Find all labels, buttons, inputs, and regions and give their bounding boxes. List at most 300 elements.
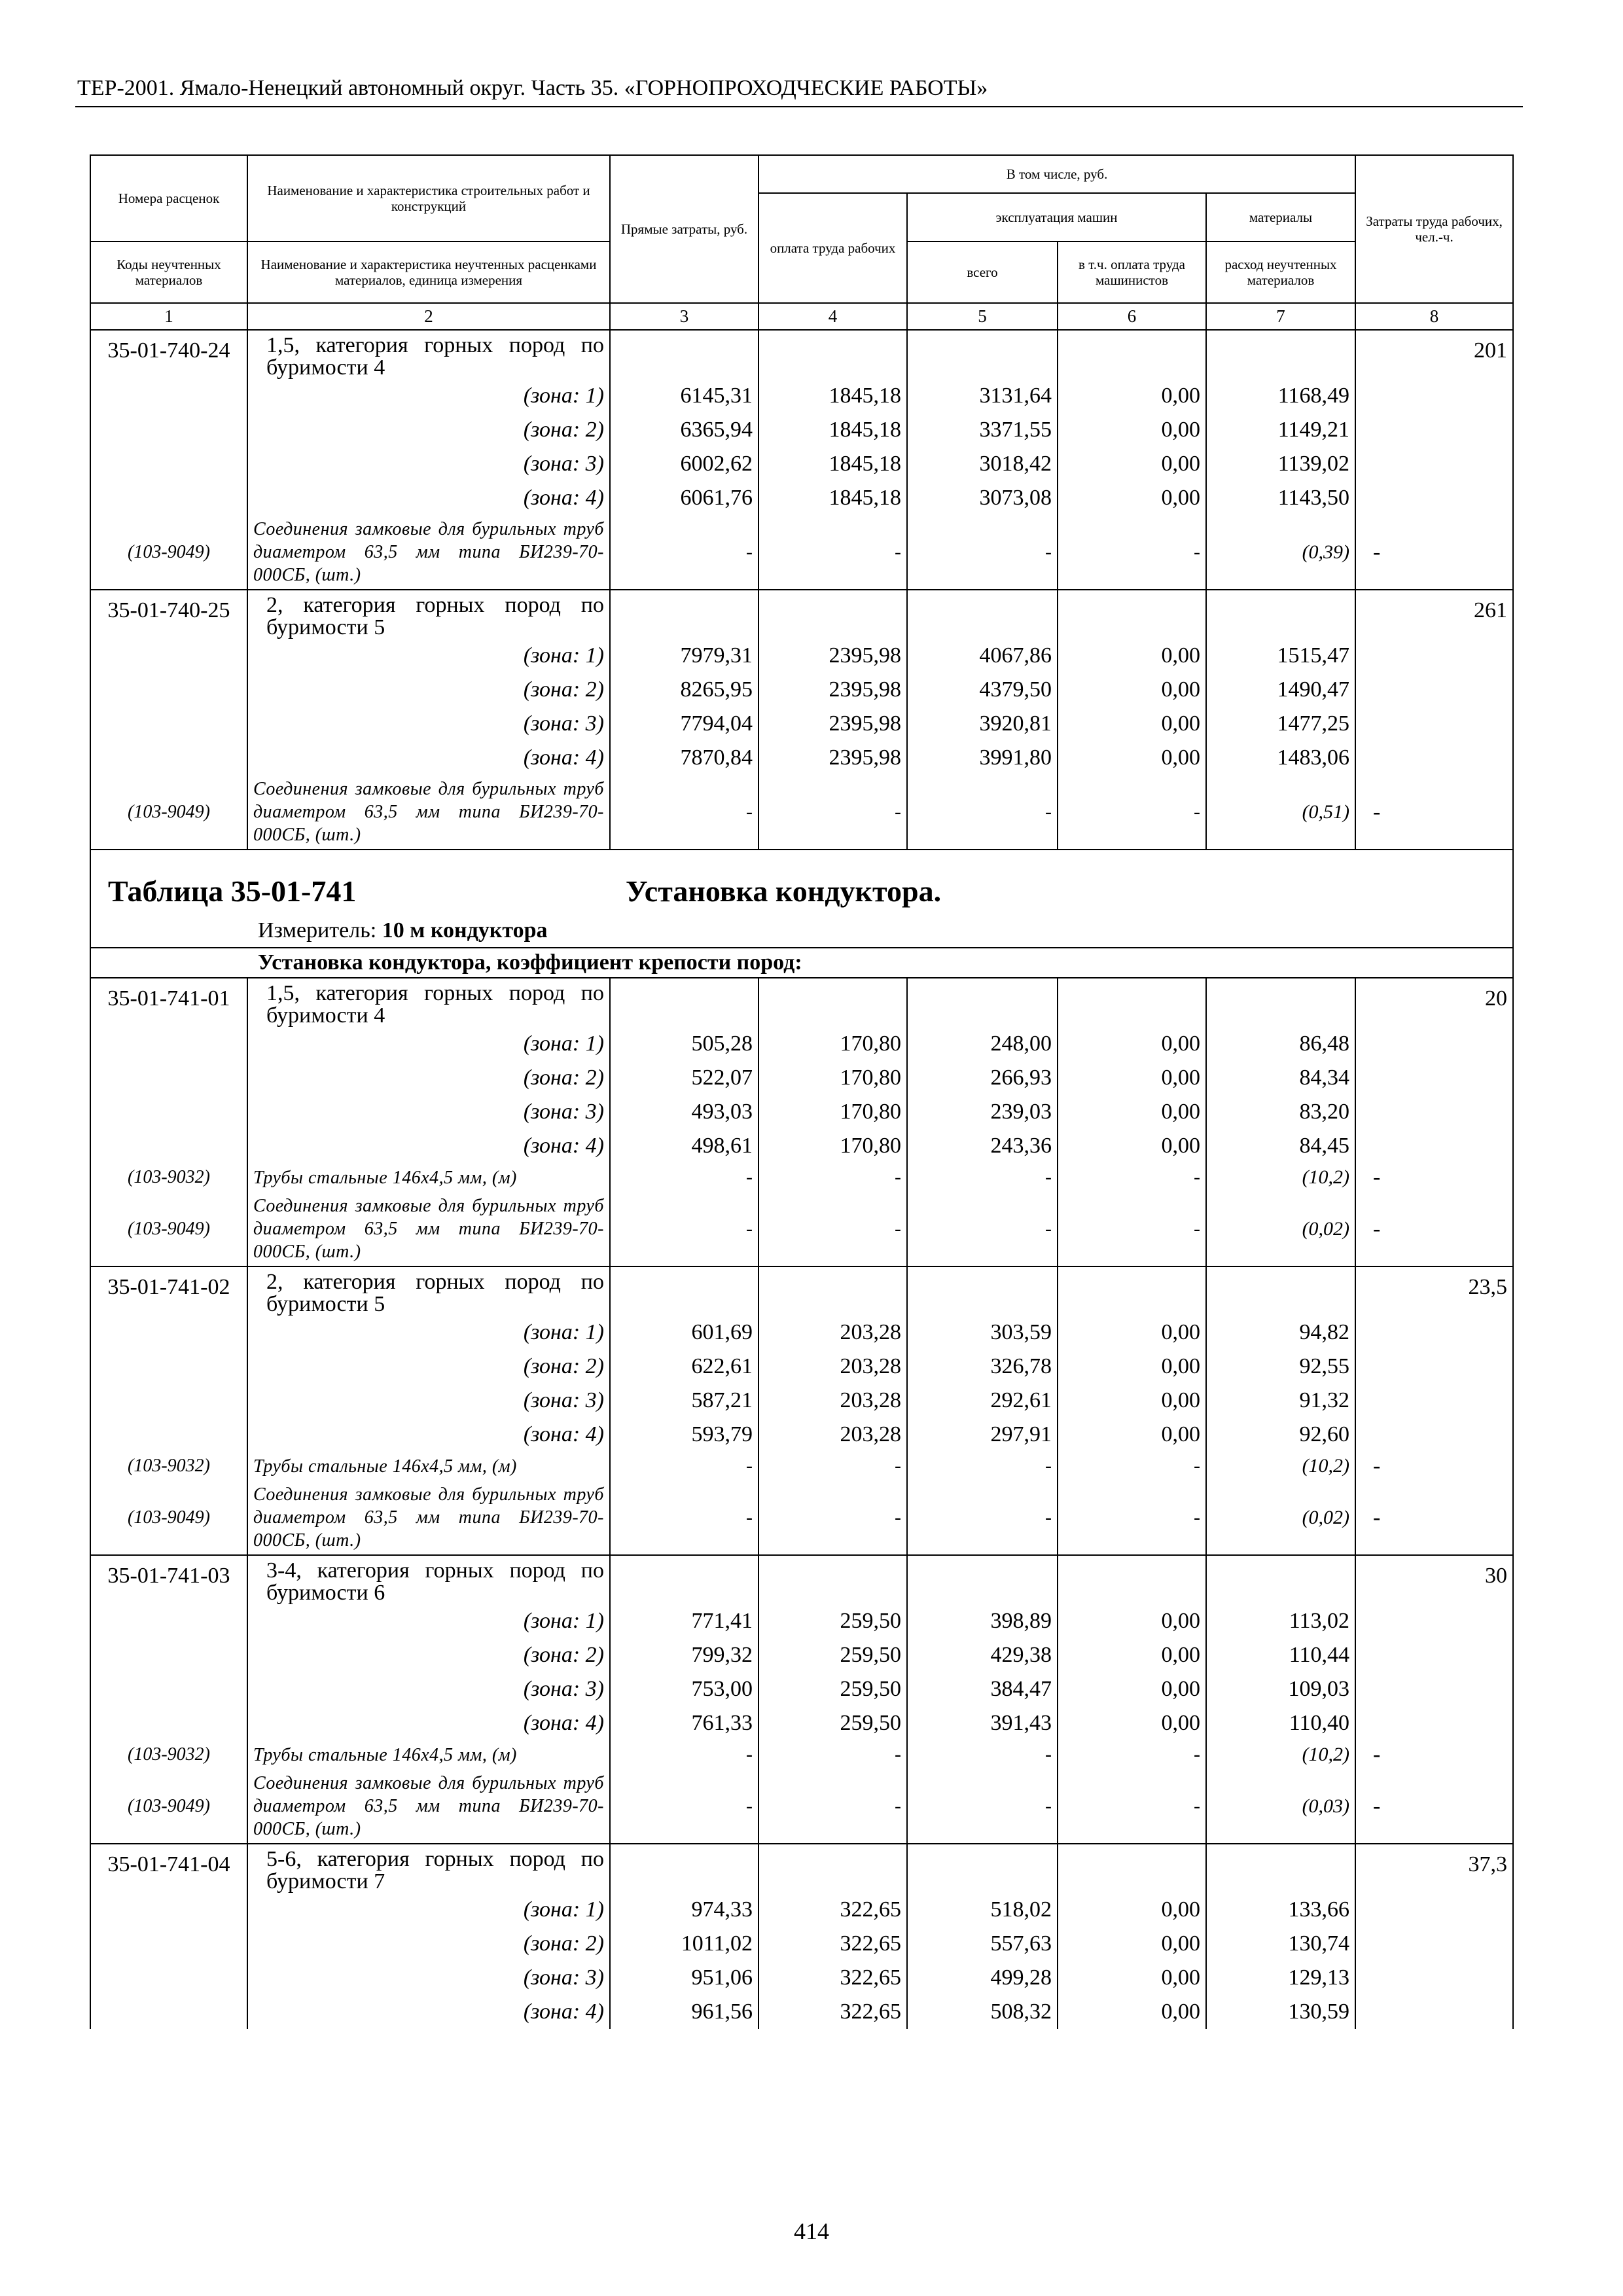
machine-cost: 3991,80 bbox=[907, 741, 1058, 775]
empty-cell bbox=[610, 590, 758, 639]
column-number-row bbox=[90, 303, 1513, 330]
direct-cost: 593,79 bbox=[610, 1418, 758, 1452]
zone-row bbox=[90, 1927, 1513, 1961]
machine-cost: 3073,08 bbox=[907, 481, 1058, 515]
zone-label: (зона: 2) bbox=[247, 1638, 610, 1672]
zone-row bbox=[90, 1061, 1513, 1095]
material-labor: - bbox=[1355, 1192, 1513, 1266]
material-dash: - bbox=[610, 1480, 758, 1555]
operator-wages: 0,00 bbox=[1058, 1604, 1206, 1638]
empty-cell bbox=[90, 379, 247, 413]
material-name: Соединения замковые для бурильных труб диаметром 63,5 мм типа БИ239-70-000СБ, (шт.) bbox=[247, 775, 610, 850]
empty-cell bbox=[90, 741, 247, 775]
material-dash: - bbox=[758, 1163, 907, 1192]
worker-wages: 1845,18 bbox=[758, 379, 907, 413]
zone-label: (зона: 1) bbox=[247, 1027, 610, 1061]
zone-row bbox=[90, 447, 1513, 481]
worker-wages: 2395,98 bbox=[758, 673, 907, 707]
operator-wages: 0,00 bbox=[1058, 1350, 1206, 1384]
materials-cost: 86,48 bbox=[1206, 1027, 1355, 1061]
rate-description: 1,5, категория горных пород по буримости 4 bbox=[247, 330, 610, 379]
material-dash: - bbox=[907, 1769, 1058, 1844]
operator-wages: 0,00 bbox=[1058, 1061, 1206, 1095]
material-dash: - bbox=[758, 775, 907, 850]
header-material-names: Наименование и характеристика неучтенных расценками материалов, единица измерения bbox=[247, 242, 610, 303]
empty-cell bbox=[610, 1555, 758, 1604]
empty-cell bbox=[1355, 1027, 1513, 1061]
material-dash: - bbox=[907, 515, 1058, 590]
material-dash: - bbox=[1058, 1192, 1206, 1266]
zone-row bbox=[90, 1384, 1513, 1418]
empty-cell bbox=[1355, 1604, 1513, 1638]
empty-cell bbox=[1355, 1961, 1513, 1995]
material-dash: - bbox=[610, 515, 758, 590]
zone-row bbox=[90, 1316, 1513, 1350]
empty-cell bbox=[1355, 1316, 1513, 1350]
labor-cost: 30 bbox=[1355, 1555, 1513, 1604]
labor-cost: 20 bbox=[1355, 978, 1513, 1027]
column-number: 3 bbox=[610, 303, 758, 330]
header-direct-costs: Прямые затраты, руб. bbox=[610, 155, 758, 303]
direct-cost: 771,41 bbox=[610, 1604, 758, 1638]
empty-cell bbox=[610, 1844, 758, 1893]
direct-cost: 7870,84 bbox=[610, 741, 758, 775]
worker-wages: 2395,98 bbox=[758, 741, 907, 775]
machine-cost: 248,00 bbox=[907, 1027, 1058, 1061]
worker-wages: 2395,98 bbox=[758, 707, 907, 741]
direct-cost: 753,00 bbox=[610, 1672, 758, 1706]
zone-label: (зона: 1) bbox=[247, 1316, 610, 1350]
material-quantity: (0,02) bbox=[1206, 1192, 1355, 1266]
zone-label: (зона: 3) bbox=[247, 447, 610, 481]
material-quantity: (10,2) bbox=[1206, 1740, 1355, 1769]
direct-cost: 587,21 bbox=[610, 1384, 758, 1418]
material-dash: - bbox=[907, 775, 1058, 850]
operator-wages: 0,00 bbox=[1058, 1638, 1206, 1672]
worker-wages: 2395,98 bbox=[758, 639, 907, 673]
empty-cell bbox=[90, 1672, 247, 1706]
column-number: 8 bbox=[1355, 303, 1513, 330]
header-rate-number: Номера расценок bbox=[90, 155, 247, 242]
material-dash: - bbox=[907, 1480, 1058, 1555]
empty-cell bbox=[1058, 330, 1206, 379]
operator-wages: 0,00 bbox=[1058, 1961, 1206, 1995]
column-number: 1 bbox=[90, 303, 247, 330]
header-wages: оплата труда рабочих bbox=[758, 193, 907, 303]
worker-wages: 322,65 bbox=[758, 1995, 907, 2029]
machine-cost: 3018,42 bbox=[907, 447, 1058, 481]
zone-label: (зона: 1) bbox=[247, 639, 610, 673]
labor-cost: 261 bbox=[1355, 590, 1513, 639]
material-code: (103-9032) bbox=[90, 1163, 247, 1192]
operator-wages: 0,00 bbox=[1058, 1316, 1206, 1350]
direct-cost: 8265,95 bbox=[610, 673, 758, 707]
material-dash: - bbox=[1058, 775, 1206, 850]
material-name: Соединения замковые для бурильных труб диаметром 63,5 мм типа БИ239-70-000СБ, (шт.) bbox=[247, 515, 610, 590]
materials-cost: 92,55 bbox=[1206, 1350, 1355, 1384]
empty-cell bbox=[90, 1027, 247, 1061]
header-labor-costs: Затраты труда рабочих, чел.-ч. bbox=[1355, 155, 1513, 303]
empty-cell bbox=[90, 1316, 247, 1350]
operator-wages: 0,00 bbox=[1058, 1095, 1206, 1129]
empty-cell bbox=[758, 1844, 907, 1893]
table-body-740 bbox=[90, 330, 1513, 850]
empty-cell bbox=[1355, 1893, 1513, 1927]
direct-cost: 498,61 bbox=[610, 1129, 758, 1163]
empty-cell bbox=[1058, 978, 1206, 1027]
table-header bbox=[90, 155, 1513, 330]
material-code: (103-9049) bbox=[90, 515, 247, 590]
machine-cost: 518,02 bbox=[907, 1893, 1058, 1927]
material-name: Трубы стальные 146х4,5 мм, (м) bbox=[247, 1163, 610, 1192]
machine-cost: 3920,81 bbox=[907, 707, 1058, 741]
column-number: 4 bbox=[758, 303, 907, 330]
empty-cell bbox=[907, 330, 1058, 379]
rates-table-container bbox=[90, 154, 1512, 2029]
zone-row bbox=[90, 673, 1513, 707]
machine-cost: 508,32 bbox=[907, 1995, 1058, 2029]
empty-cell bbox=[90, 1961, 247, 1995]
machine-cost: 3131,64 bbox=[907, 379, 1058, 413]
zone-row bbox=[90, 1638, 1513, 1672]
empty-cell bbox=[907, 1555, 1058, 1604]
operator-wages: 0,00 bbox=[1058, 481, 1206, 515]
zone-label: (зона: 3) bbox=[247, 707, 610, 741]
column-number: 5 bbox=[907, 303, 1058, 330]
materials-cost: 129,13 bbox=[1206, 1961, 1355, 1995]
worker-wages: 322,65 bbox=[758, 1927, 907, 1961]
operator-wages: 0,00 bbox=[1058, 707, 1206, 741]
zone-row bbox=[90, 1604, 1513, 1638]
worker-wages: 203,28 bbox=[758, 1316, 907, 1350]
zone-row bbox=[90, 1893, 1513, 1927]
empty-cell bbox=[90, 1638, 247, 1672]
material-row bbox=[90, 1480, 1513, 1555]
materials-cost: 1483,06 bbox=[1206, 741, 1355, 775]
zone-label: (зона: 3) bbox=[247, 1095, 610, 1129]
zone-label: (зона: 4) bbox=[247, 1418, 610, 1452]
empty-cell bbox=[1355, 1418, 1513, 1452]
empty-cell bbox=[90, 481, 247, 515]
material-dash: - bbox=[758, 1769, 907, 1844]
rate-row bbox=[90, 1844, 1513, 1893]
worker-wages: 1845,18 bbox=[758, 481, 907, 515]
materials-cost: 94,82 bbox=[1206, 1316, 1355, 1350]
zone-label: (зона: 3) bbox=[247, 1672, 610, 1706]
material-quantity: (10,2) bbox=[1206, 1163, 1355, 1192]
empty-cell bbox=[1206, 590, 1355, 639]
material-dash: - bbox=[758, 1452, 907, 1480]
material-row bbox=[90, 515, 1513, 590]
zone-label: (зона: 1) bbox=[247, 1893, 610, 1927]
material-name: Трубы стальные 146х4,5 мм, (м) bbox=[247, 1452, 610, 1480]
empty-cell bbox=[1206, 1844, 1355, 1893]
rate-description: 2, категория горных пород по буримости 5 bbox=[247, 1266, 610, 1316]
empty-cell bbox=[90, 413, 247, 447]
materials-cost: 84,45 bbox=[1206, 1129, 1355, 1163]
material-dash: - bbox=[1058, 1480, 1206, 1555]
worker-wages: 259,50 bbox=[758, 1638, 907, 1672]
header-machines-total: всего bbox=[907, 242, 1058, 303]
empty-cell bbox=[90, 1418, 247, 1452]
operator-wages: 0,00 bbox=[1058, 673, 1206, 707]
zone-label: (зона: 4) bbox=[247, 481, 610, 515]
empty-cell bbox=[1355, 1350, 1513, 1384]
material-labor: - bbox=[1355, 1740, 1513, 1769]
rate-row bbox=[90, 978, 1513, 1027]
rates-table bbox=[90, 154, 1514, 2029]
direct-cost: 7979,31 bbox=[610, 639, 758, 673]
empty-cell bbox=[1355, 379, 1513, 413]
material-dash: - bbox=[610, 1740, 758, 1769]
materials-cost: 109,03 bbox=[1206, 1672, 1355, 1706]
material-quantity: (0,39) bbox=[1206, 515, 1355, 590]
rate-row bbox=[90, 590, 1513, 639]
materials-cost: 1143,50 bbox=[1206, 481, 1355, 515]
worker-wages: 170,80 bbox=[758, 1095, 907, 1129]
zone-label: (зона: 2) bbox=[247, 413, 610, 447]
zone-row bbox=[90, 413, 1513, 447]
machine-cost: 292,61 bbox=[907, 1384, 1058, 1418]
zone-label: (зона: 4) bbox=[247, 1706, 610, 1740]
empty-cell bbox=[1206, 1266, 1355, 1316]
operator-wages: 0,00 bbox=[1058, 741, 1206, 775]
measure-label: Измеритель: bbox=[258, 918, 377, 943]
material-labor: - bbox=[1355, 1452, 1513, 1480]
materials-cost: 91,32 bbox=[1206, 1384, 1355, 1418]
worker-wages: 203,28 bbox=[758, 1384, 907, 1418]
empty-cell bbox=[1355, 707, 1513, 741]
empty-cell bbox=[1355, 481, 1513, 515]
materials-cost: 84,34 bbox=[1206, 1061, 1355, 1095]
empty-cell bbox=[1206, 330, 1355, 379]
zone-row bbox=[90, 1129, 1513, 1163]
empty-cell bbox=[90, 1927, 247, 1961]
machine-cost: 297,91 bbox=[907, 1418, 1058, 1452]
material-name: Трубы стальные 146х4,5 мм, (м) bbox=[247, 1740, 610, 1769]
header-unaccounted-materials: расход неучтенных материалов bbox=[1206, 242, 1355, 303]
worker-wages: 322,65 bbox=[758, 1893, 907, 1927]
material-code: (103-9049) bbox=[90, 1769, 247, 1844]
direct-cost: 951,06 bbox=[610, 1961, 758, 1995]
worker-wages: 259,50 bbox=[758, 1672, 907, 1706]
labor-cost: 201 bbox=[1355, 330, 1513, 379]
operator-wages: 0,00 bbox=[1058, 413, 1206, 447]
materials-cost: 1515,47 bbox=[1206, 639, 1355, 673]
header-machines-group: эксплуатация машин bbox=[907, 193, 1206, 242]
material-dash: - bbox=[1058, 1740, 1206, 1769]
worker-wages: 170,80 bbox=[758, 1129, 907, 1163]
empty-cell bbox=[1355, 1638, 1513, 1672]
empty-cell bbox=[90, 707, 247, 741]
operator-wages: 0,00 bbox=[1058, 1418, 1206, 1452]
material-labor: - bbox=[1355, 1163, 1513, 1192]
machine-cost: 429,38 bbox=[907, 1638, 1058, 1672]
header-materials-group: материалы bbox=[1206, 193, 1355, 242]
empty-cell bbox=[90, 447, 247, 481]
empty-cell bbox=[90, 1893, 247, 1927]
material-labor: - bbox=[1355, 775, 1513, 850]
material-row bbox=[90, 1452, 1513, 1480]
rate-row bbox=[90, 1266, 1513, 1316]
empty-cell bbox=[90, 1350, 247, 1384]
worker-wages: 170,80 bbox=[758, 1027, 907, 1061]
material-dash: - bbox=[610, 1163, 758, 1192]
material-dash: - bbox=[610, 1452, 758, 1480]
material-dash: - bbox=[758, 1480, 907, 1555]
empty-cell bbox=[90, 1995, 247, 2029]
zone-row bbox=[90, 1027, 1513, 1061]
section-title: Установка кондуктора, коэффициент крепости пород: bbox=[90, 948, 1513, 978]
zone-row bbox=[90, 1995, 1513, 2029]
zone-label: (зона: 2) bbox=[247, 1350, 610, 1384]
material-dash: - bbox=[1058, 515, 1206, 590]
worker-wages: 1845,18 bbox=[758, 447, 907, 481]
operator-wages: 0,00 bbox=[1058, 1927, 1206, 1961]
operator-wages: 0,00 bbox=[1058, 1027, 1206, 1061]
machine-cost: 3371,55 bbox=[907, 413, 1058, 447]
material-name: Соединения замковые для бурильных труб диаметром 63,5 мм типа БИ239-70-000СБ, (шт.) bbox=[247, 1769, 610, 1844]
machine-cost: 4379,50 bbox=[907, 673, 1058, 707]
material-dash: - bbox=[1058, 1769, 1206, 1844]
zone-row bbox=[90, 1095, 1513, 1129]
material-dash: - bbox=[610, 775, 758, 850]
zone-row bbox=[90, 1672, 1513, 1706]
material-quantity: (0,02) bbox=[1206, 1480, 1355, 1555]
material-code: (103-9049) bbox=[90, 1480, 247, 1555]
zone-label: (зона: 3) bbox=[247, 1961, 610, 1995]
material-dash: - bbox=[907, 1740, 1058, 1769]
empty-cell bbox=[758, 1555, 907, 1604]
empty-cell bbox=[1355, 673, 1513, 707]
header-material-codes: Коды неучтенных материалов bbox=[90, 242, 247, 303]
material-labor: - bbox=[1355, 1480, 1513, 1555]
rate-code: 35-01-741-02 bbox=[90, 1266, 247, 1316]
rate-description: 1,5, категория горных пород по буримости 4 bbox=[247, 978, 610, 1027]
rate-code: 35-01-741-01 bbox=[90, 978, 247, 1027]
material-row bbox=[90, 775, 1513, 850]
machine-cost: 266,93 bbox=[907, 1061, 1058, 1095]
table-number: Таблица 35-01-741 bbox=[108, 874, 357, 908]
direct-cost: 493,03 bbox=[610, 1095, 758, 1129]
material-dash: - bbox=[1058, 1163, 1206, 1192]
material-code: (103-9032) bbox=[90, 1740, 247, 1769]
empty-cell bbox=[1355, 1095, 1513, 1129]
material-dash: - bbox=[907, 1192, 1058, 1266]
operator-wages: 0,00 bbox=[1058, 447, 1206, 481]
zone-row bbox=[90, 707, 1513, 741]
zone-label: (зона: 2) bbox=[247, 1927, 610, 1961]
empty-cell bbox=[1058, 1266, 1206, 1316]
operator-wages: 0,00 bbox=[1058, 379, 1206, 413]
empty-cell bbox=[610, 978, 758, 1027]
direct-cost: 601,69 bbox=[610, 1316, 758, 1350]
empty-cell bbox=[90, 673, 247, 707]
worker-wages: 203,28 bbox=[758, 1350, 907, 1384]
running-header: ТЕР-2001. Ямало-Ненецкий автономный округ. Часть 35. «ГОРНОПРОХОДЧЕСКИЕ РАБОТЫ» bbox=[77, 76, 988, 100]
material-code: (103-9049) bbox=[90, 1192, 247, 1266]
operator-wages: 0,00 bbox=[1058, 1384, 1206, 1418]
table-title-block bbox=[90, 850, 1513, 978]
machine-cost: 557,63 bbox=[907, 1927, 1058, 1961]
empty-cell bbox=[1355, 741, 1513, 775]
machine-cost: 391,43 bbox=[907, 1706, 1058, 1740]
empty-cell bbox=[90, 1706, 247, 1740]
empty-cell bbox=[1355, 1384, 1513, 1418]
zone-row bbox=[90, 639, 1513, 673]
empty-cell bbox=[90, 1384, 247, 1418]
direct-cost: 6002,62 bbox=[610, 447, 758, 481]
material-quantity: (0,51) bbox=[1206, 775, 1355, 850]
zone-row bbox=[90, 1418, 1513, 1452]
zone-row bbox=[90, 1961, 1513, 1995]
materials-cost: 92,60 bbox=[1206, 1418, 1355, 1452]
zone-label: (зона: 4) bbox=[247, 1995, 610, 2029]
material-dash: - bbox=[907, 1163, 1058, 1192]
materials-cost: 110,44 bbox=[1206, 1638, 1355, 1672]
zone-row bbox=[90, 379, 1513, 413]
materials-cost: 130,74 bbox=[1206, 1927, 1355, 1961]
empty-cell bbox=[90, 1129, 247, 1163]
table-body-741 bbox=[90, 978, 1513, 2029]
zone-row bbox=[90, 1706, 1513, 1740]
material-row bbox=[90, 1769, 1513, 1844]
machine-cost: 326,78 bbox=[907, 1350, 1058, 1384]
material-dash: - bbox=[758, 515, 907, 590]
direct-cost: 622,61 bbox=[610, 1350, 758, 1384]
labor-cost: 23,5 bbox=[1355, 1266, 1513, 1316]
zone-row bbox=[90, 1350, 1513, 1384]
empty-cell bbox=[1355, 639, 1513, 673]
worker-wages: 259,50 bbox=[758, 1604, 907, 1638]
rate-code: 35-01-740-24 bbox=[90, 330, 247, 379]
material-dash: - bbox=[907, 1452, 1058, 1480]
direct-cost: 961,56 bbox=[610, 1995, 758, 2029]
rate-row bbox=[90, 330, 1513, 379]
direct-cost: 522,07 bbox=[610, 1061, 758, 1095]
material-labor: - bbox=[1355, 1769, 1513, 1844]
machine-cost: 499,28 bbox=[907, 1961, 1058, 1995]
column-number: 6 bbox=[1058, 303, 1206, 330]
direct-cost: 505,28 bbox=[610, 1027, 758, 1061]
zone-label: (зона: 1) bbox=[247, 1604, 610, 1638]
empty-cell bbox=[907, 1844, 1058, 1893]
empty-cell bbox=[1355, 1672, 1513, 1706]
empty-cell bbox=[907, 978, 1058, 1027]
empty-cell bbox=[1355, 1706, 1513, 1740]
operator-wages: 0,00 bbox=[1058, 1672, 1206, 1706]
direct-cost: 761,33 bbox=[610, 1706, 758, 1740]
header-operators-wages: в т.ч. оплата труда машинистов bbox=[1058, 242, 1206, 303]
zone-label: (зона: 1) bbox=[247, 379, 610, 413]
measure-unit bbox=[258, 920, 548, 942]
empty-cell bbox=[1206, 978, 1355, 1027]
header-rule bbox=[75, 106, 1523, 107]
operator-wages: 0,00 bbox=[1058, 1706, 1206, 1740]
empty-cell bbox=[1058, 1555, 1206, 1604]
column-number: 7 bbox=[1206, 303, 1355, 330]
empty-cell bbox=[90, 1061, 247, 1095]
worker-wages: 322,65 bbox=[758, 1961, 907, 1995]
rate-description: 2, категория горных пород по буримости 5 bbox=[247, 590, 610, 639]
empty-cell bbox=[1058, 1844, 1206, 1893]
direct-cost: 6145,31 bbox=[610, 379, 758, 413]
zone-row bbox=[90, 741, 1513, 775]
machine-cost: 398,89 bbox=[907, 1604, 1058, 1638]
material-row bbox=[90, 1192, 1513, 1266]
operator-wages: 0,00 bbox=[1058, 1995, 1206, 2029]
empty-cell bbox=[1206, 1555, 1355, 1604]
